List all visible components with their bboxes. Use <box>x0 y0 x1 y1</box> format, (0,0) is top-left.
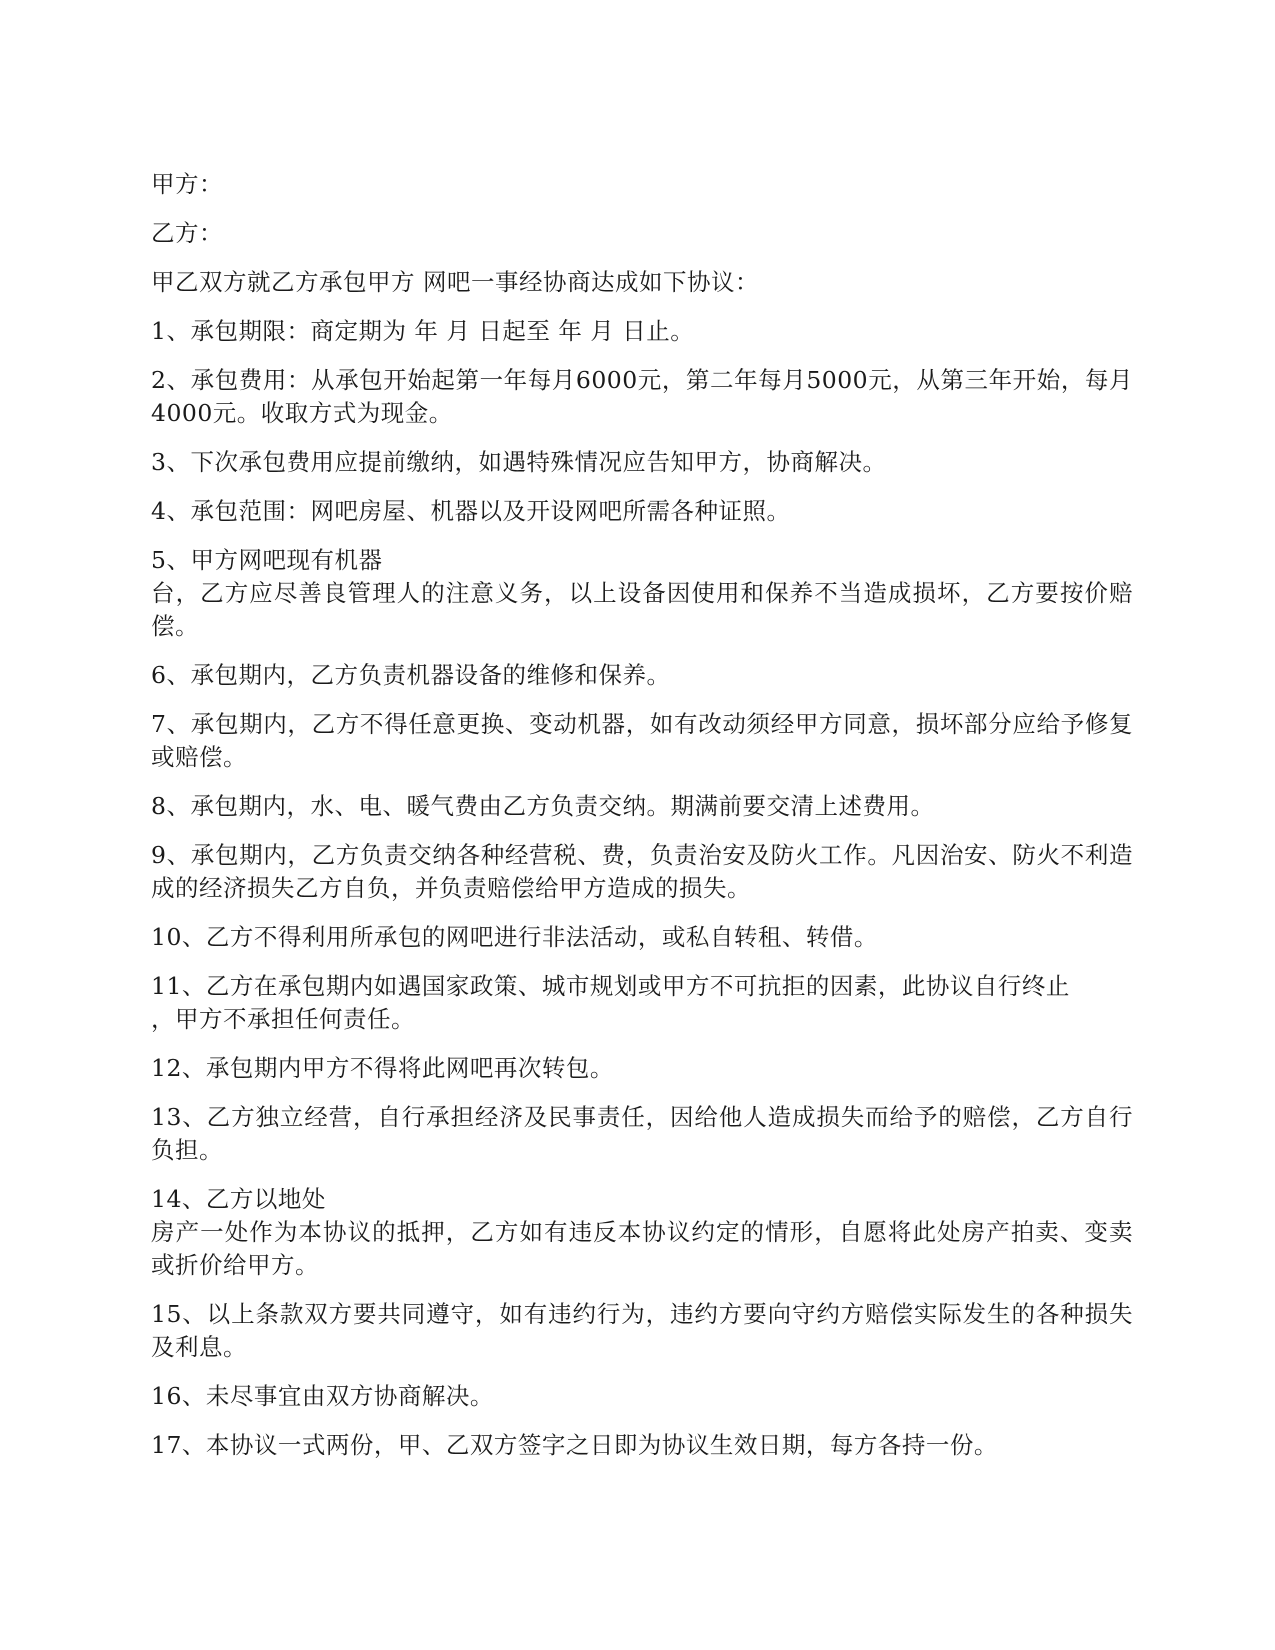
clause-15: 15、以上条款双方要共同遵守，如有违约行为，违约方要向守约方赔偿实际发生的各种损失及利息。 <box>151 1300 1133 1361</box>
clause-5 <box>151 544 1133 643</box>
agreement-intro: 甲乙双方就乙方承包甲方 网吧一事经协商达成如下协议： <box>151 268 759 296</box>
clause-7: 7、承包期内，乙方不得任意更换、变动机器，如有改动须经甲方同意，损坏部分应给予修复或赔偿。 <box>151 710 1133 771</box>
clause-16: 16、未尽事宜由双方协商解决。 <box>151 1382 494 1410</box>
clause-11 <box>151 970 1133 1036</box>
document-body <box>151 168 1133 1478</box>
clause-14-line-1: 14、乙方以地处 <box>151 1185 326 1213</box>
clause-9: 9、承包期内，乙方负责交纳各种经营税、费，负责治安及防火工作。凡因治安、防火不利造成的经济损失乙方自负，并负责赔偿给甲方造成的损失。 <box>151 841 1133 902</box>
clause-14-line-2: 房产一处作为本协议的抵押，乙方如有违反本协议约定的情形，自愿将此处房产拍卖、变卖或折价给甲方。 <box>151 1218 1133 1279</box>
clause-11-line-2: ，甲方不承担任何责任。 <box>151 1005 415 1033</box>
clause-8: 8、承包期内，水、电、暖气费由乙方负责交纳。期满前要交清上述费用。 <box>151 792 935 820</box>
clause-10: 10、乙方不得利用所承包的网吧进行非法活动，或私自转租、转借。 <box>151 923 878 951</box>
clause-13: 13、乙方独立经营，自行承担经济及民事责任，因给他人造成损失而给予的赔偿，乙方自行负担。 <box>151 1103 1133 1164</box>
clause-2: 2、承包费用：从承包开始起第一年每月6000元，第二年每月5000元，从第三年开始，每月4000元。收取方式为现金。 <box>151 366 1133 427</box>
clause-5-line-1: 5、甲方网吧现有机器 <box>151 546 383 574</box>
clause-17: 17、本协议一式两份，甲、乙双方签字之日即为协议生效日期，每方各持一份。 <box>151 1431 998 1459</box>
party-a-label: 甲方： <box>151 170 223 198</box>
clause-5-line-2: 台，乙方应尽善良管理人的注意义务，以上设备因使用和保养不当造成损坏，乙方要按价赔偿。 <box>151 579 1133 640</box>
clause-4: 4、承包范围：网吧房屋、机器以及开设网吧所需各种证照。 <box>151 497 791 525</box>
clause-12: 12、承包期内甲方不得将此网吧再次转包。 <box>151 1054 614 1082</box>
clause-6: 6、承包期内，乙方负责机器设备的维修和保养。 <box>151 661 671 689</box>
clause-11-line-1: 11、乙方在承包期内如遇国家政策、城市规划或甲方不可抗拒的因素，此协议自行终止 <box>151 972 1070 1000</box>
party-b-label: 乙方： <box>151 219 223 247</box>
clause-1: 1、承包期限：商定期为 年 月 日起至 年 月 日止。 <box>151 317 695 345</box>
clause-3: 3、下次承包费用应提前缴纳，如遇特殊情况应告知甲方，协商解决。 <box>151 448 887 476</box>
clause-14 <box>151 1183 1133 1282</box>
